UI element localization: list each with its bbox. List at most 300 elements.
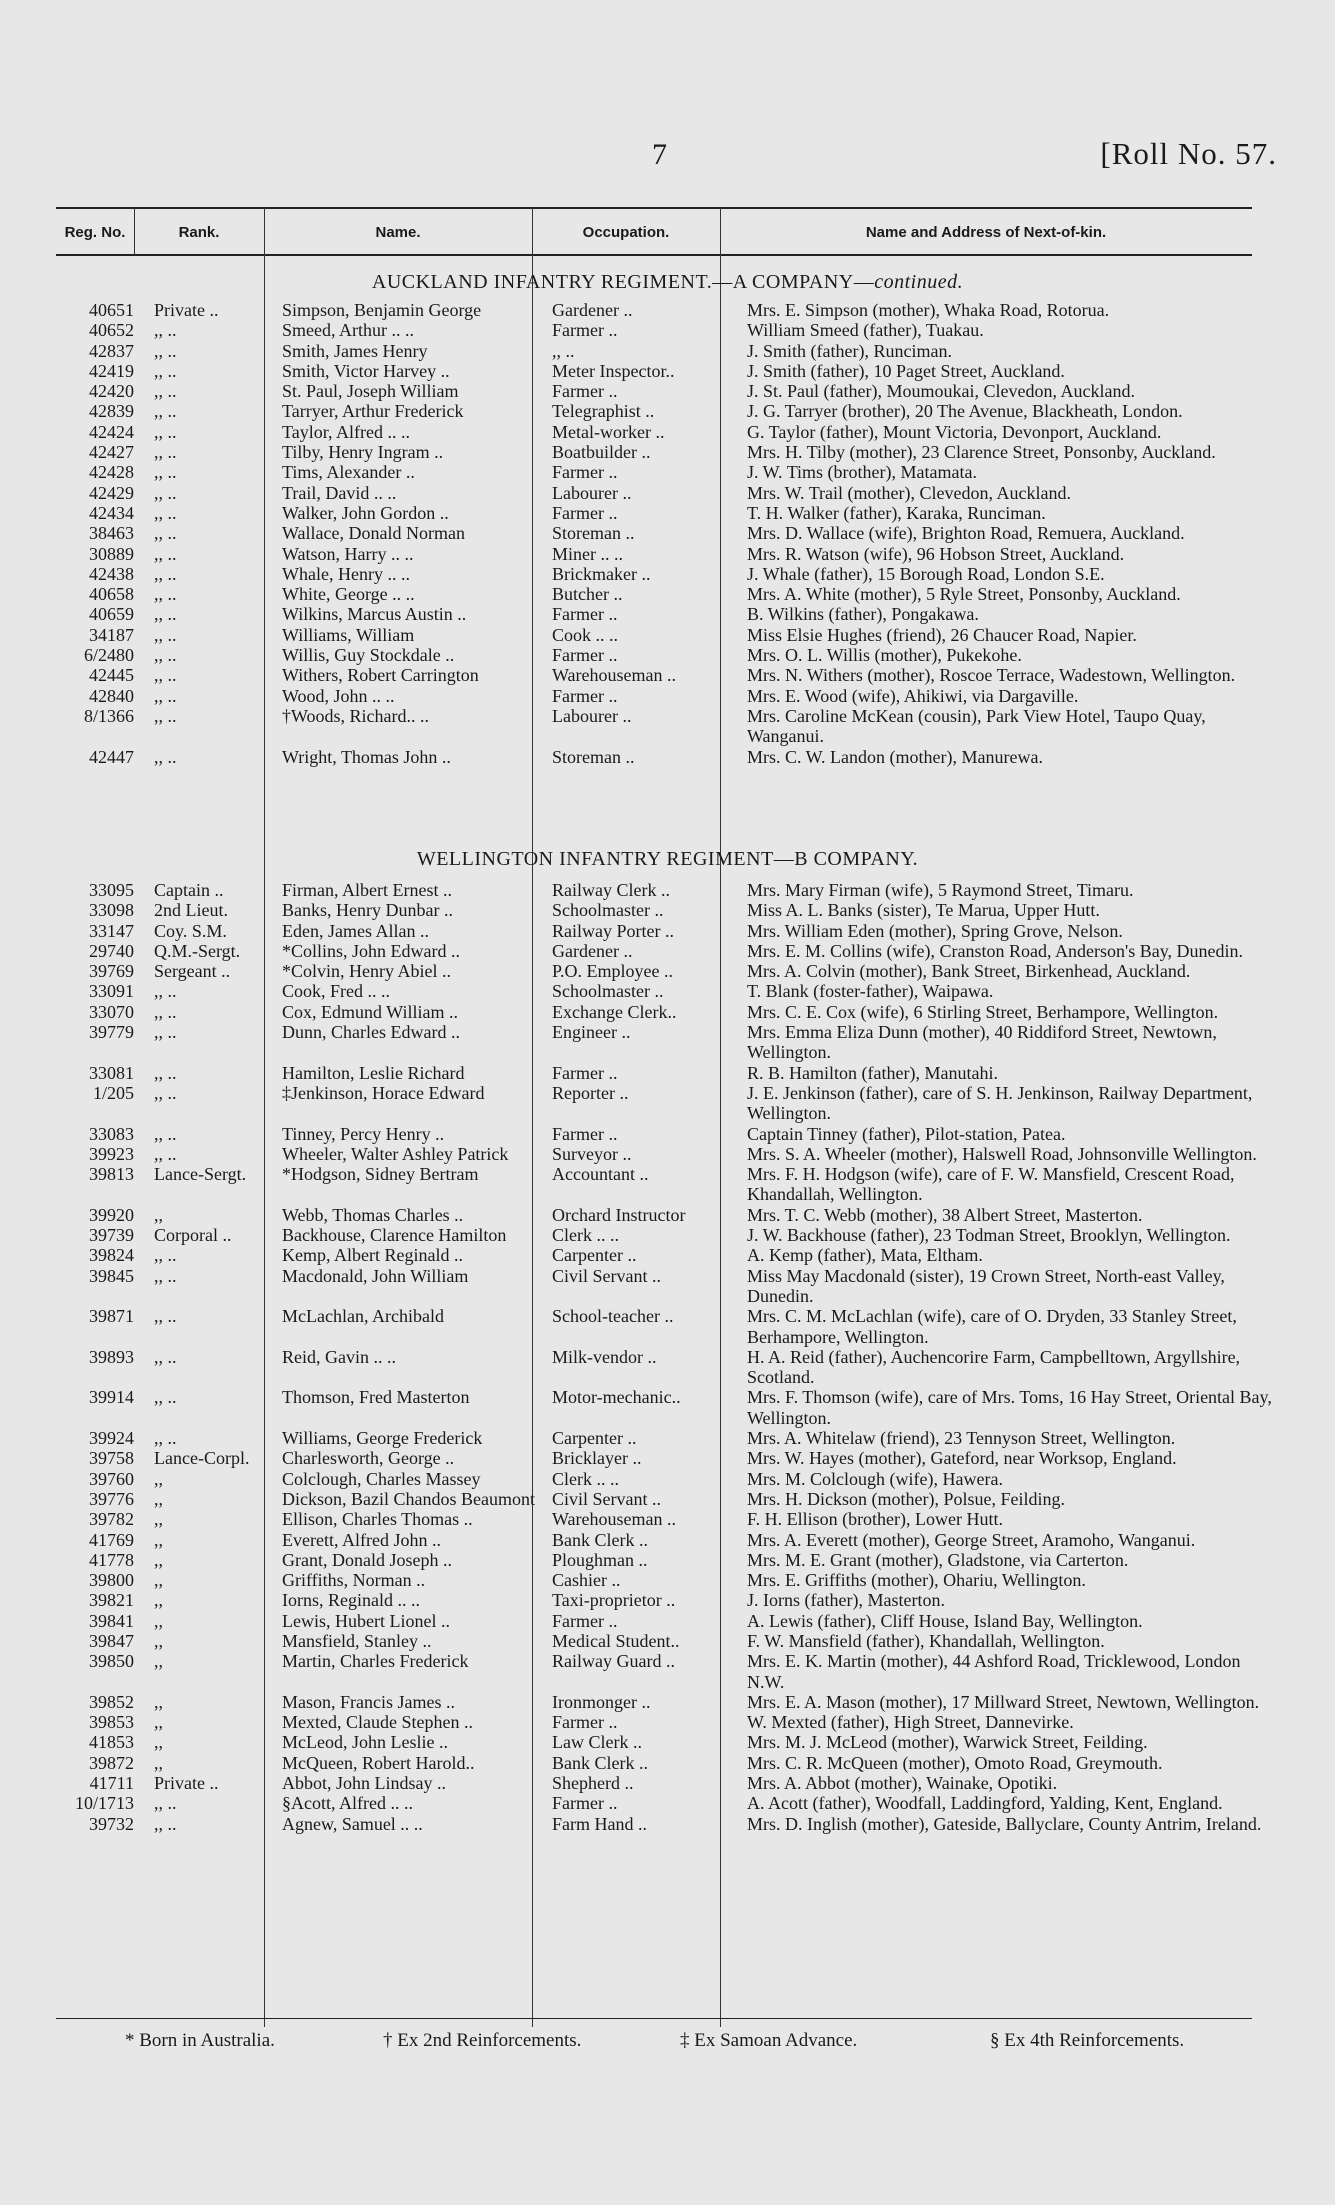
cell-rank: ,, — [154, 1549, 163, 1570]
table-row — [56, 462, 1276, 482]
table-row — [56, 320, 1276, 340]
cell-rank: ,, .. — [154, 1022, 177, 1043]
table-row — [56, 1083, 1276, 1124]
cell-occupation: Farmer .. — [552, 645, 618, 666]
footnote: * Born in Australia. — [125, 2030, 275, 2051]
cell-reg-no: 39871 — [89, 1306, 134, 1327]
table-row — [56, 1002, 1276, 1022]
cell-reg-no: 1/205 — [92, 1082, 134, 1103]
header-bottom-rule — [56, 254, 1252, 256]
cell-next-of-kin: Mrs. R. Watson (wife), 96 Hobson Street, Auckland. — [747, 543, 1125, 564]
cell-rank: Lance-Sergt. — [154, 1164, 247, 1185]
cell-rank: Sergeant .. — [154, 961, 231, 982]
cell-occupation: Butcher .. — [552, 584, 623, 605]
cell-next-of-kin: B. Wilkins (father), Pongakawa. — [747, 604, 979, 625]
cell-rank: ,, .. — [154, 1143, 177, 1164]
cell-name: Williams, George Frederick — [282, 1428, 483, 1449]
section-title-auckland: AUCKLAND INFANTRY REGIMENT.—A COMPANY—continued. — [371, 271, 964, 293]
table-row — [56, 1590, 1276, 1610]
cell-name: Whale, Henry .. .. — [282, 563, 410, 584]
cell-reg-no: 41778 — [89, 1549, 134, 1570]
cell-occupation: Law Clerk .. — [552, 1732, 642, 1753]
table-row — [56, 1205, 1276, 1225]
cell-next-of-kin: W. Mexted (father), High Street, Dannevirke. — [747, 1712, 1074, 1733]
cell-rank: ,, .. — [154, 482, 177, 503]
cell-name: *Hodgson, Sidney Bertram — [282, 1164, 479, 1185]
cell-occupation: Taxi-proprietor .. — [552, 1590, 676, 1611]
cell-reg-no: 10/1713 — [74, 1793, 134, 1814]
cell-reg-no: 38463 — [89, 523, 134, 544]
cell-reg-no: 39769 — [89, 961, 134, 982]
cell-occupation: Schoolmaster .. — [552, 900, 664, 921]
cell-rank: ,, .. — [154, 401, 177, 422]
cell-name: Cook, Fred .. .. — [282, 981, 390, 1002]
cell-occupation: Metal-worker .. — [552, 421, 665, 442]
table-row — [56, 1732, 1276, 1752]
cell-next-of-kin: R. B. Hamilton (father), Manutahi. — [747, 1062, 998, 1083]
cell-reg-no: 33098 — [89, 900, 134, 921]
cell-name: Mexted, Claude Stephen .. — [282, 1712, 473, 1733]
cell-rank: ,, — [154, 1570, 163, 1591]
cell-rank: ,, .. — [154, 1062, 177, 1083]
table-row — [56, 401, 1276, 421]
table-row — [56, 442, 1276, 462]
cell-occupation: Farmer .. — [552, 1712, 618, 1733]
cell-occupation: Storeman .. — [552, 523, 635, 544]
cell-reg-no: 42428 — [89, 462, 134, 483]
cell-rank: ,, .. — [154, 1306, 177, 1327]
table-row — [56, 381, 1276, 401]
cell-next-of-kin: J. Smith (father), 10 Paget Street, Auckland. — [747, 360, 1065, 381]
cell-occupation: Accountant .. — [552, 1164, 649, 1185]
cell-rank: ,, .. — [154, 584, 177, 605]
cell-name: Eden, James Allan .. — [282, 920, 429, 941]
cell-occupation: Farmer .. — [552, 1793, 618, 1814]
cell-rank: ,, .. — [154, 1001, 177, 1022]
cell-occupation: Miner .. .. — [552, 543, 623, 564]
cell-rank: ,, .. — [154, 563, 177, 584]
cell-next-of-kin: Mrs. O. L. Willis (mother), Pukekohe. — [747, 645, 1022, 666]
table-row — [56, 483, 1276, 503]
cell-reg-no: 39760 — [89, 1468, 134, 1489]
cell-name: Tims, Alexander .. — [282, 462, 415, 483]
table-row — [56, 1022, 1276, 1063]
cell-reg-no: 41853 — [89, 1732, 134, 1753]
table-row — [56, 1692, 1276, 1712]
cell-next-of-kin: Mrs. D. Inglish (mother), Gateside, Ballyclare, County Antrim, Ireland. — [747, 1813, 1262, 1834]
cell-next-of-kin: Mrs. C. M. McLachlan (wife), care of O. Dryden, 33 Stanley Street, Berhampore, Wellington. — [747, 1306, 1237, 1347]
cell-next-of-kin: Mrs. E. M. Collins (wife), Cranston Road, Anderson's Bay, Dunedin. — [747, 940, 1244, 961]
cell-occupation: Farmer .. — [552, 320, 618, 341]
cell-occupation: Civil Servant .. — [552, 1488, 661, 1509]
footnote-rule — [56, 2018, 1252, 2019]
cell-next-of-kin: J. E. Jenkinson (father), care of S. H. Jenkinson, Railway Department, Wellington. — [747, 1082, 1253, 1124]
cell-reg-no: 33070 — [89, 1001, 134, 1022]
cell-reg-no: 30889 — [89, 543, 134, 564]
table-row — [56, 747, 1276, 767]
cell-rank: ,, — [154, 1204, 163, 1225]
roll-label: [Roll No. 57. — [1100, 136, 1277, 171]
cell-occupation: Clerk .. .. — [552, 1468, 619, 1489]
cell-reg-no: 39782 — [89, 1509, 134, 1530]
cell-reg-no: 39776 — [89, 1488, 134, 1509]
cell-occupation: Warehouseman .. — [552, 665, 677, 686]
cell-rank: ,, .. — [154, 1082, 177, 1103]
cell-rank: ,, — [154, 1651, 163, 1672]
cell-next-of-kin: F. W. Mansfield (father), Khandallah, Wellington. — [747, 1630, 1105, 1651]
cell-name: McQueen, Robert Harold.. — [282, 1752, 475, 1773]
table-row — [56, 900, 1276, 920]
cell-next-of-kin: J. Smith (father), Runciman. — [747, 340, 952, 361]
cell-rank: ,, .. — [154, 624, 177, 645]
cell-occupation: Cook .. .. — [552, 624, 619, 645]
cell-reg-no: 39732 — [89, 1813, 134, 1834]
cell-occupation: Bricklayer .. — [552, 1448, 642, 1469]
cell-occupation: Motor-mechanic.. — [552, 1387, 681, 1408]
table-row — [56, 341, 1276, 361]
cell-name: White, George .. .. — [282, 584, 415, 605]
cell-reg-no: 39845 — [89, 1265, 134, 1286]
cell-next-of-kin: H. A. Reid (father), Auchencorire Farm, Campbelltown, Argyllshire, Scotland. — [747, 1346, 1241, 1388]
cell-next-of-kin: T. H. Walker (father), Karaka, Runciman. — [747, 502, 1046, 523]
cell-reg-no: 39739 — [89, 1225, 134, 1246]
col-rank-header: Rank. — [178, 223, 220, 241]
cell-rank: ,, .. — [154, 1793, 177, 1814]
cell-name: Withers, Robert Carrington — [282, 665, 479, 686]
cell-name: Banks, Henry Dunbar .. — [282, 900, 453, 921]
cell-rank: ,, .. — [154, 1123, 177, 1144]
cell-name: Webb, Thomas Charles .. — [282, 1204, 464, 1225]
cell-next-of-kin: Mrs. A. Everett (mother), George Street, Aramoho, Wanganui. — [747, 1529, 1196, 1550]
cell-rank: Lance-Corpl. — [154, 1448, 250, 1469]
cell-next-of-kin: Mrs. H. Dickson (mother), Polsue, Feilding. — [747, 1488, 1065, 1509]
header-top-rule — [56, 207, 1252, 209]
cell-reg-no: 39852 — [89, 1691, 134, 1712]
table-row — [56, 1063, 1276, 1083]
cell-reg-no: 39923 — [89, 1143, 134, 1164]
cell-occupation: Engineer .. — [552, 1022, 631, 1043]
footnote: ‡ Ex Samoan Advance. — [680, 2030, 858, 2051]
table-row — [56, 1124, 1276, 1144]
cell-next-of-kin: Mrs. Emma Eliza Dunn (mother), 40 Riddiford Street, Newtown, Wellington. — [747, 1022, 1217, 1063]
cell-rank: ,, — [154, 1468, 163, 1489]
cell-rank: ,, .. — [154, 543, 177, 564]
cell-occupation: Carpenter .. — [552, 1245, 637, 1266]
cell-next-of-kin: T. Blank (foster-father), Waipawa. — [747, 981, 994, 1002]
cell-next-of-kin: Mrs. M. E. Grant (mother), Gladstone, via Carterton. — [747, 1549, 1129, 1570]
cell-reg-no: 40659 — [89, 604, 134, 625]
table-row — [56, 1225, 1276, 1245]
cell-name: Watson, Harry .. .. — [282, 543, 414, 564]
cell-reg-no: 40652 — [89, 320, 134, 341]
cell-next-of-kin: G. Taylor (father), Mount Victoria, Devonport, Auckland. — [747, 421, 1162, 442]
cell-name: Macdonald, John William — [282, 1265, 469, 1286]
cell-occupation: Civil Servant .. — [552, 1265, 661, 1286]
footnote: § Ex 4th Reinforcements. — [990, 2030, 1185, 2051]
cell-name: Mason, Francis James .. — [282, 1691, 455, 1712]
cell-next-of-kin: J. W. Tims (brother), Matamata. — [747, 462, 977, 483]
cell-rank: ,, .. — [154, 1346, 177, 1367]
cell-name: Ellison, Charles Thomas .. — [282, 1509, 473, 1530]
table-row — [56, 1570, 1276, 1590]
cell-rank: ,, .. — [154, 1265, 177, 1286]
table-row — [56, 1469, 1276, 1489]
cell-occupation: Telegraphist .. — [552, 401, 655, 422]
table-row — [56, 961, 1276, 981]
cell-name: Everett, Alfred John .. — [282, 1529, 441, 1550]
cell-reg-no: 42438 — [89, 563, 134, 584]
cell-rank: ,, .. — [154, 320, 177, 341]
cell-occupation: Bank Clerk .. — [552, 1529, 648, 1550]
cell-rank: ,, .. — [154, 746, 177, 767]
cell-next-of-kin: J. G. Tarryer (brother), 20 The Avenue, Blackheath, London. — [747, 401, 1183, 422]
cell-reg-no: 39872 — [89, 1752, 134, 1773]
cell-next-of-kin: Captain Tinney (father), Pilot-station, Patea. — [747, 1123, 1066, 1144]
cell-occupation: Farmer .. — [552, 1610, 618, 1631]
cell-rank: ,, — [154, 1712, 163, 1733]
cell-name: Wheeler, Walter Ashley Patrick — [282, 1143, 509, 1164]
cell-occupation: Farmer .. — [552, 1062, 618, 1083]
cell-occupation: Farmer .. — [552, 381, 618, 402]
cell-reg-no: 39920 — [89, 1204, 134, 1225]
cell-name: Griffiths, Norman .. — [282, 1570, 426, 1591]
table-row — [56, 1753, 1276, 1773]
cell-reg-no: 33095 — [89, 880, 134, 900]
cell-reg-no: 39800 — [89, 1570, 134, 1591]
cell-rank: Captain .. — [154, 880, 224, 900]
cell-name: Agnew, Samuel .. .. — [282, 1813, 423, 1834]
cell-occupation: Carpenter .. — [552, 1428, 637, 1449]
table-row — [56, 880, 1276, 900]
table-row — [56, 1814, 1276, 1834]
page-number: 7 — [652, 138, 667, 171]
col-name-header: Name. — [375, 223, 421, 241]
cell-rank: ,, — [154, 1529, 163, 1550]
cell-rank: ,, .. — [154, 981, 177, 1002]
cell-reg-no: 40651 — [89, 300, 134, 320]
table-row — [56, 981, 1276, 1001]
table-row — [56, 523, 1276, 543]
cell-reg-no: 39841 — [89, 1610, 134, 1631]
cell-reg-no: 42419 — [89, 360, 134, 381]
table-row — [56, 921, 1276, 941]
cell-reg-no: 6/2480 — [83, 645, 134, 666]
cell-reg-no: 33147 — [89, 920, 134, 941]
cell-next-of-kin: Mrs. N. Withers (mother), Roscoe Terrace, Wadestown, Wellington. — [747, 665, 1236, 686]
cell-next-of-kin: Mrs. H. Tilby (mother), 23 Clarence Street, Ponsonby, Auckland. — [747, 442, 1216, 463]
cell-next-of-kin: Mrs. C. E. Cox (wife), 6 Stirling Street, Berhampore, Wellington. — [747, 1001, 1219, 1022]
cell-reg-no: 39779 — [89, 1022, 134, 1043]
cell-rank: ,, .. — [154, 645, 177, 666]
cell-rank: ,, .. — [154, 340, 177, 361]
cell-next-of-kin: A. Acott (father), Woodfall, Laddingford, Yalding, Kent, England. — [747, 1793, 1223, 1814]
cell-name: Colclough, Charles Massey — [282, 1468, 481, 1489]
cell-name: Backhouse, Clarence Hamilton — [282, 1225, 507, 1246]
cell-name: Abbot, John Lindsay .. — [282, 1773, 446, 1794]
cell-name: Lewis, Hubert Lionel .. — [282, 1610, 450, 1631]
cell-rank: Private .. — [154, 300, 219, 320]
cell-reg-no: 39893 — [89, 1346, 134, 1367]
cell-name: Williams, William — [282, 624, 415, 645]
cell-occupation: Gardener .. — [552, 940, 633, 961]
roll-table-wellington — [56, 880, 1276, 1834]
cell-name: Kemp, Albert Reginald .. — [282, 1245, 463, 1266]
cell-next-of-kin: J. Whale (father), 15 Borough Road, London S.E. — [747, 563, 1105, 584]
table-row — [56, 1530, 1276, 1550]
cell-rank: Corporal .. — [154, 1225, 232, 1246]
cell-occupation: Medical Student.. — [552, 1630, 680, 1651]
cell-rank: ,, .. — [154, 381, 177, 402]
table-row — [56, 1164, 1276, 1205]
cell-rank: ,, .. — [154, 442, 177, 463]
cell-reg-no: 42434 — [89, 502, 134, 523]
cell-occupation: Cashier .. — [552, 1570, 621, 1591]
table-row — [56, 625, 1276, 645]
cell-reg-no: 39813 — [89, 1164, 134, 1185]
cell-reg-no: 39824 — [89, 1245, 134, 1266]
table-row — [56, 645, 1276, 665]
table-row — [56, 1347, 1276, 1388]
cell-name: *Collins, John Edward .. — [282, 940, 460, 961]
cell-name: McLeod, John Leslie .. — [282, 1732, 448, 1753]
cell-reg-no: 29740 — [89, 940, 134, 961]
cell-rank: ,, — [154, 1630, 163, 1651]
cell-occupation: Farmer .. — [552, 604, 618, 625]
cell-rank: ,, .. — [154, 1245, 177, 1266]
cell-occupation: Farm Hand .. — [552, 1813, 647, 1834]
cell-next-of-kin: Miss A. L. Banks (sister), Te Marua, Upper Hutt. — [747, 900, 1100, 921]
cell-next-of-kin: Mrs. E. Wood (wife), Ahikiwi, via Dargaville. — [747, 685, 1079, 706]
cell-occupation: Milk-vendor .. — [552, 1346, 657, 1367]
cell-occupation: Farmer .. — [552, 685, 618, 706]
table-row — [56, 686, 1276, 706]
cell-next-of-kin: Mrs. F. Thomson (wife), care of Mrs. Toms, 16 Hay Street, Oriental Bay, Wellington. — [747, 1387, 1272, 1428]
cell-rank: ,, .. — [154, 1387, 177, 1408]
cell-occupation: Boatbuilder .. — [552, 442, 651, 463]
cell-rank: ,, .. — [154, 665, 177, 686]
cell-name: Thomson, Fred Masterton — [282, 1387, 470, 1408]
cell-reg-no: 39853 — [89, 1712, 134, 1733]
cell-rank: ,, — [154, 1488, 163, 1509]
cell-occupation: ,, .. — [552, 340, 575, 361]
col-divider — [134, 207, 135, 255]
cell-rank: ,, .. — [154, 1813, 177, 1834]
cell-next-of-kin: J. St. Paul (father), Moumoukai, Clevedon, Auckland. — [747, 381, 1135, 402]
cell-reg-no: 42427 — [89, 442, 134, 463]
cell-name: Taylor, Alfred .. .. — [282, 421, 410, 442]
cell-rank: ,, — [154, 1752, 163, 1773]
table-row — [56, 1509, 1276, 1529]
cell-next-of-kin: Mrs. E. A. Mason (mother), 17 Millward Street, Newtown, Wellington. — [747, 1691, 1260, 1712]
cell-name: Simpson, Benjamin George — [282, 300, 482, 320]
cell-next-of-kin: Mrs. A. Abbot (mother), Wainake, Opotiki. — [747, 1773, 1058, 1794]
cell-next-of-kin: Mrs. E. Griffiths (mother), Ohariu, Wellington. — [747, 1570, 1086, 1591]
cell-reg-no: 42420 — [89, 381, 134, 402]
table-row — [56, 1428, 1276, 1448]
cell-next-of-kin: Mrs. A. White (mother), 5 Ryle Street, Ponsonby, Auckland. — [747, 584, 1181, 605]
cell-reg-no: 33081 — [89, 1062, 134, 1083]
cell-next-of-kin: Mrs. Caroline McKean (cousin), Park View Hotel, Taupo Quay, Wanganui. — [747, 705, 1206, 747]
cell-reg-no: 39847 — [89, 1630, 134, 1651]
cell-rank: Private .. — [154, 1773, 219, 1794]
cell-reg-no: 41711 — [89, 1773, 134, 1794]
cell-name: Smeed, Arthur .. .. — [282, 320, 414, 341]
cell-reg-no: 42837 — [89, 340, 134, 361]
table-row — [56, 422, 1276, 442]
cell-reg-no: 41769 — [89, 1529, 134, 1550]
col-reg-header: Reg. No. — [64, 223, 126, 241]
cell-name: Wright, Thomas John .. — [282, 746, 451, 767]
footnote: † Ex 2nd Reinforcements. — [383, 2030, 582, 2051]
cell-occupation: Brickmaker .. — [552, 563, 651, 584]
cell-reg-no: 40658 — [89, 584, 134, 605]
cell-reg-no: 42839 — [89, 401, 134, 422]
cell-reg-no: 42447 — [89, 746, 134, 767]
col-occupation-header: Occupation. — [582, 223, 670, 241]
cell-next-of-kin: Mrs. M. Colclough (wife), Hawera. — [747, 1468, 1003, 1489]
cell-name: Smith, Victor Harvey .. — [282, 360, 450, 381]
cell-rank: ,, — [154, 1590, 163, 1611]
table-row — [56, 1306, 1276, 1347]
cell-occupation: Farmer .. — [552, 502, 618, 523]
cell-rank: ,, .. — [154, 462, 177, 483]
table-row — [56, 503, 1276, 523]
cell-occupation: Gardener .. — [552, 300, 633, 320]
cell-occupation: Railway Clerk .. — [552, 880, 670, 900]
cell-rank: ,, — [154, 1610, 163, 1631]
col-next-of-kin-header: Name and Address of Next-of-kin. — [865, 223, 1107, 241]
table-row — [56, 1631, 1276, 1651]
cell-occupation: P.O. Employee .. — [552, 961, 673, 982]
cell-reg-no: 39821 — [89, 1590, 134, 1611]
cell-reg-no: 39758 — [89, 1448, 134, 1469]
cell-name: Mansfield, Stanley .. — [282, 1630, 432, 1651]
table-row — [56, 361, 1276, 381]
cell-name: Cox, Edmund William .. — [282, 1001, 458, 1022]
cell-rank: ,, .. — [154, 523, 177, 544]
table-row — [56, 564, 1276, 584]
cell-name: †Woods, Richard.. .. — [282, 705, 430, 726]
cell-occupation: Exchange Clerk.. — [552, 1001, 677, 1022]
cell-reg-no: 42840 — [89, 685, 134, 706]
cell-reg-no: 39924 — [89, 1428, 134, 1449]
table-row — [56, 544, 1276, 564]
cell-rank: ,, .. — [154, 685, 177, 706]
cell-name: Willis, Guy Stockdale .. — [282, 645, 455, 666]
cell-rank: ,, .. — [154, 705, 177, 726]
cell-next-of-kin: William Smeed (father), Tuakau. — [747, 320, 984, 341]
cell-occupation: Railway Porter .. — [552, 920, 674, 941]
table-row — [56, 1712, 1276, 1732]
table-row — [56, 1489, 1276, 1509]
section-title-wellington: WELLINGTON INFANTRY REGIMENT—B COMPANY. — [416, 848, 919, 870]
cell-rank: Q.M.-Sergt. — [154, 940, 241, 961]
cell-name: §Acott, Alfred .. .. — [282, 1793, 413, 1814]
cell-name: Smith, James Henry — [282, 340, 428, 361]
cell-name: Tarryer, Arthur Frederick — [282, 401, 464, 422]
cell-reg-no: 39850 — [89, 1651, 134, 1672]
cell-rank: ,, .. — [154, 360, 177, 381]
cell-name: Martin, Charles Frederick — [282, 1651, 469, 1672]
table-row — [56, 1550, 1276, 1570]
cell-next-of-kin: Mrs. A. Whitelaw (friend), 23 Tennyson Street, Wellington. — [747, 1428, 1176, 1449]
cell-occupation: Meter Inspector.. — [552, 360, 675, 381]
cell-occupation: Surveyor .. — [552, 1143, 632, 1164]
cell-occupation: Shepherd .. — [552, 1773, 634, 1794]
cell-name: Hamilton, Leslie Richard — [282, 1062, 465, 1083]
roll-table-auckland — [56, 300, 1276, 767]
cell-occupation: Storeman .. — [552, 746, 635, 767]
